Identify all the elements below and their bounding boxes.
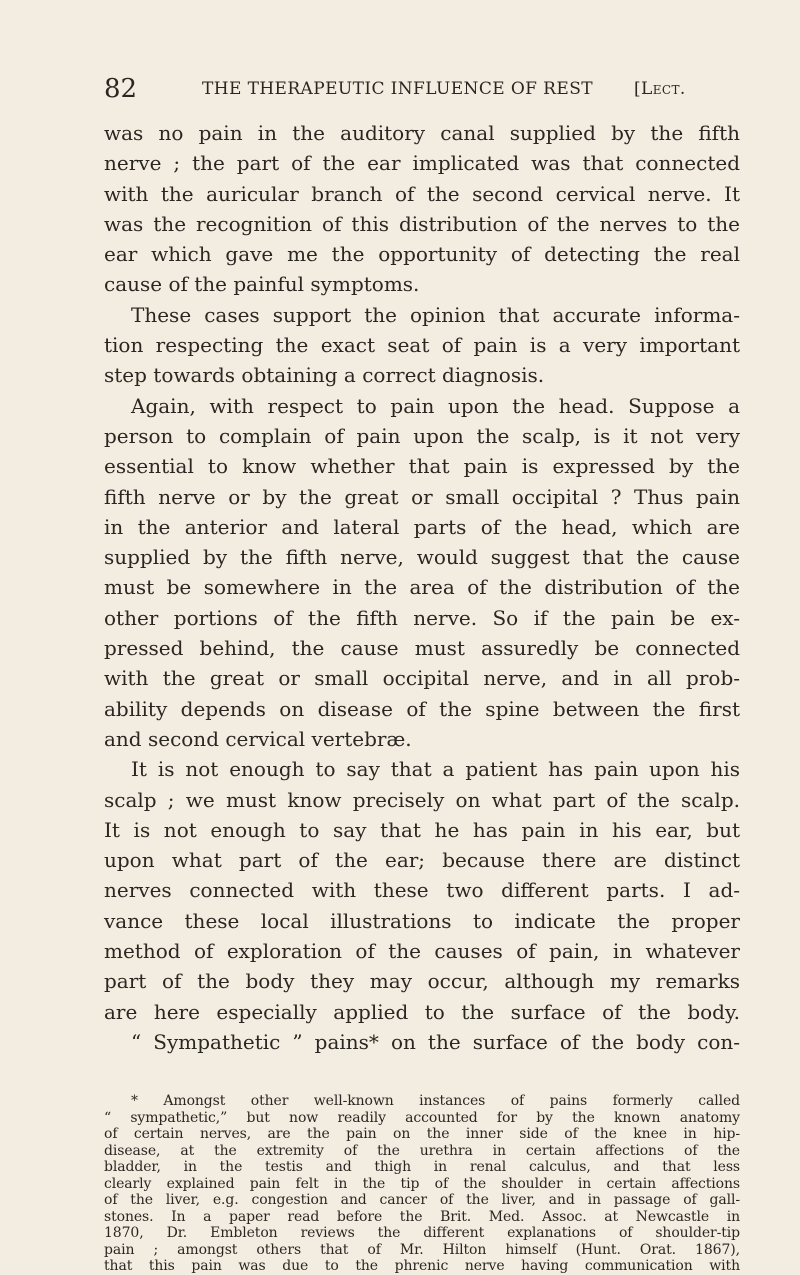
footnote-line: disease, at the extremity of the urethra in certain affections of the: [104, 1142, 740, 1159]
text-line: essential to know whether that pain is expressed by the: [104, 454, 740, 479]
text-line: It is not enough to say that a patient has pain upon his: [131, 757, 740, 782]
page-number: 82: [104, 74, 138, 104]
page-header: [104, 74, 740, 106]
text-line: vance these local illustrations to indicate the proper: [104, 908, 740, 933]
text-line: in the anterior and lateral parts of the head, which are: [104, 514, 740, 539]
footnote-line: 1870, Dr. Embleton reviews the different explanations of shoulder-tip: [104, 1225, 740, 1241]
footnote-line: of the liver, e.g. congestion and cancer of the liver, and in passage of gall-: [104, 1192, 740, 1208]
text-line: supplied by the fifth nerve, would suggest that the cause: [104, 545, 740, 570]
text-line: nerves connected with these two different parts. I ad-: [104, 878, 740, 903]
text-line: with the auricular branch of the second cervical nerve. It: [104, 181, 740, 206]
text-line: These cases support the opinion that accurate informa-: [131, 302, 740, 327]
footnote: [104, 1093, 740, 1275]
text-line: with the great or small occipital nerve, and in all prob-: [104, 666, 740, 691]
text-line: part of the body they may occur, although my remarks: [104, 969, 740, 994]
body-text: [104, 118, 740, 1057]
footnote-line: clearly explained pain felt in the tip of the shoulder in certain affections: [104, 1175, 740, 1192]
text-line: was the recognition of this distribution of the nerves to the: [104, 211, 740, 236]
text-line: are here especially applied to the surface of the body.: [104, 999, 740, 1024]
text-line: method of exploration of the causes of pain, in whatever: [104, 939, 740, 964]
footnote-line: stones. In a paper read before the Brit. Med. Assoc. at Newcastle in: [104, 1208, 740, 1225]
text-line: cause of the painful symptoms.: [104, 272, 420, 297]
text-line: was no pain in the auditory canal supplied by the fifth: [104, 121, 740, 145]
footnote-line: “ sympathetic,” but now readily accounted for by the known anatomy: [104, 1109, 740, 1126]
text-line: scalp ; we must know precisely on what part of the scalp.: [104, 787, 740, 812]
section-marker: [Lect.: [634, 79, 686, 99]
text-line: upon what part of the ear; because there are distinct: [104, 848, 740, 873]
running-title: THE THERAPEUTIC INFLUENCE OF REST: [202, 79, 593, 99]
text-line: ability depends on disease of the spine between the first: [104, 696, 740, 721]
footnote-line: bladder, in the testis and thigh in renal calculus, and that less: [104, 1159, 740, 1175]
text-line: It is not enough to say that he has pain in his ear, but: [104, 817, 740, 842]
text-line: nerve ; the part of the ear implicated was that connected: [104, 151, 740, 176]
footnote-line: that this pain was due to the phrenic nerve having communication with: [104, 1258, 740, 1274]
footnote-line: pain ; amongst others that of Mr. Hilton himself (Hunt. Orat. 1867),: [104, 1241, 740, 1258]
footnote-line: of certain nerves, are the pain on the inner side of the knee in hip-: [104, 1126, 740, 1142]
text-line: and second cervical vertebræ.: [104, 726, 412, 751]
text-line: step towards obtaining a correct diagnosis.: [104, 363, 545, 388]
text-line: fifth nerve or by the great or small occipital ? Thus pain: [104, 484, 740, 509]
text-line: must be somewhere in the area of the distribution of the: [104, 575, 740, 600]
footnote-line: * Amongst other well-known instances of pains formerly called: [131, 1093, 740, 1109]
text-line: person to complain of pain upon the scalp, is it not very: [104, 423, 740, 448]
text-line: tion respecting the exact seat of pain is a very important: [104, 333, 740, 358]
text-line: Again, with respect to pain upon the head. Suppose a: [131, 393, 740, 418]
text-line: other portions of the fifth nerve. So if the pain be ex-: [104, 605, 740, 630]
text-line: ear which gave me the opportunity of detecting the real: [104, 242, 740, 267]
text-line: “ Sympathetic ” pains* on the surface of the body con-: [131, 1029, 740, 1054]
text-line: pressed behind, the cause must assuredly be connected: [104, 636, 740, 661]
